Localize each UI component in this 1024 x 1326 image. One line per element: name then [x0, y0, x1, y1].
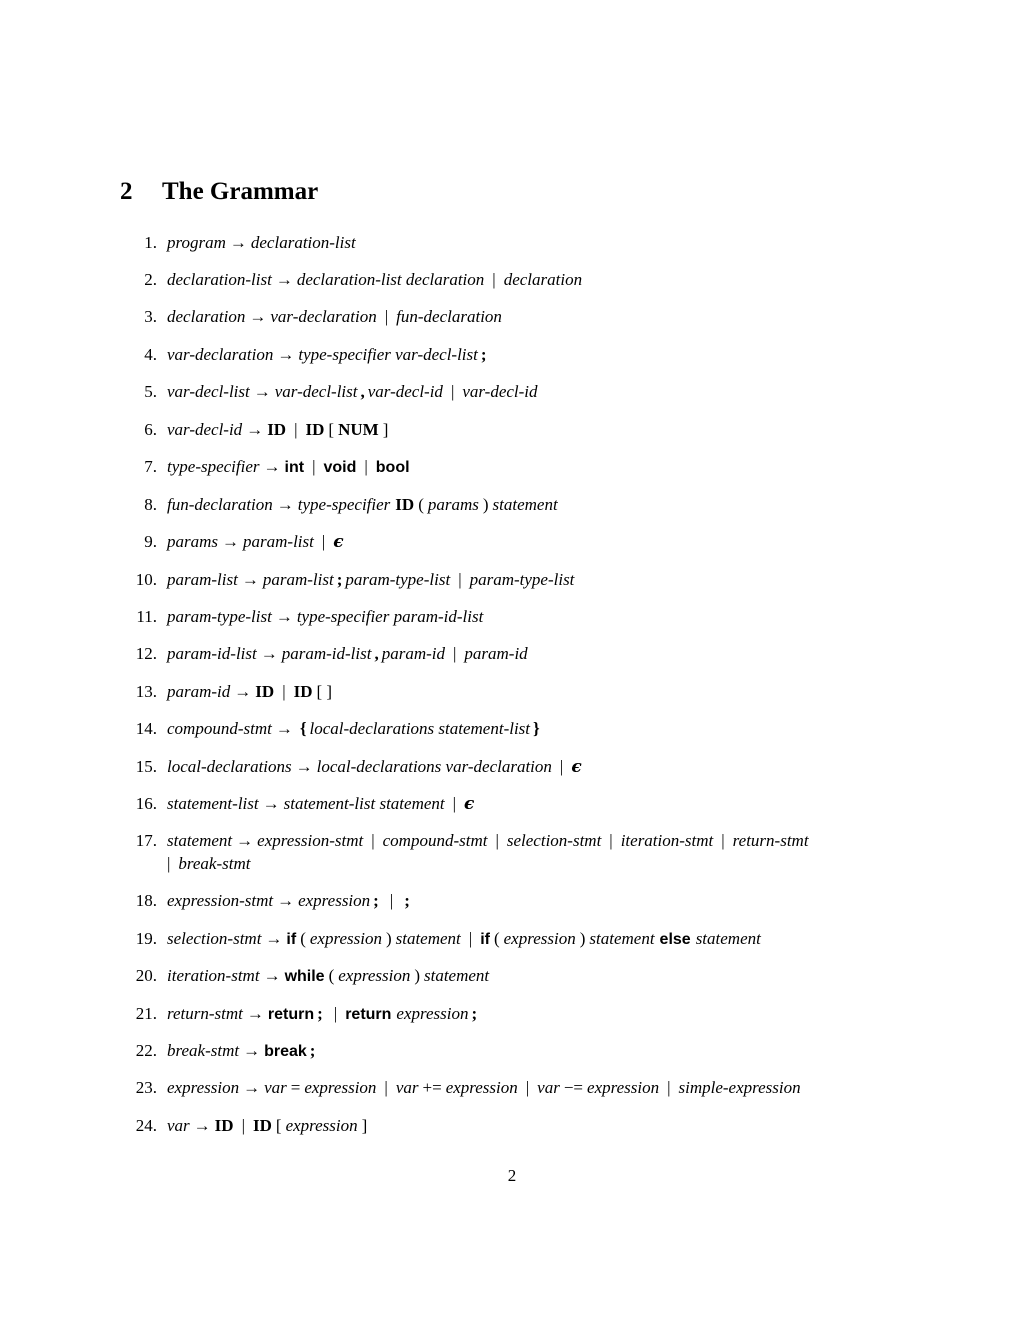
- rule-lhs: statement: [167, 831, 233, 850]
- alternative-bar: |: [371, 831, 375, 850]
- rule-production: [167, 493, 558, 516]
- terminal-punct: ;: [373, 891, 379, 910]
- nonterminal: selection-stmt: [506, 831, 602, 850]
- alternative-bar: |: [492, 270, 496, 289]
- arrow-symbol: →: [246, 420, 264, 439]
- arrow-symbol: →: [243, 1041, 261, 1060]
- terminal-punct: ]: [382, 420, 389, 439]
- alternative-bar: |: [721, 831, 725, 850]
- rule-production: [167, 305, 502, 328]
- terminal-punct: {: [299, 719, 307, 738]
- rule-lhs: compound-stmt: [167, 719, 272, 738]
- alternative-bar: |: [458, 570, 462, 589]
- rule-number: 21.: [135, 1004, 157, 1023]
- rule-number: 5.: [144, 382, 157, 401]
- rule-production: [167, 680, 336, 703]
- keyword-terminal: void: [323, 459, 357, 476]
- nonterminal: expression: [503, 929, 576, 948]
- rule-number: 20.: [135, 966, 157, 985]
- nonterminal: param-type-list: [469, 570, 575, 589]
- nonterminal: param-type-list: [345, 570, 451, 589]
- nonterminal: param-id-list: [281, 644, 372, 663]
- arrow-symbol: →: [229, 233, 247, 252]
- alternative-bar: |: [241, 1116, 245, 1135]
- nonterminal: statement: [695, 929, 761, 948]
- nonterminal: compound-stmt: [382, 831, 488, 850]
- rule-lhs: iteration-stmt: [167, 966, 260, 985]
- alternative-bar: |: [495, 831, 499, 850]
- rule-lhs: expression: [167, 1078, 240, 1097]
- nonterminal: declaration-list: [250, 233, 356, 252]
- terminal-punct: [: [328, 420, 335, 439]
- rule-number: 24.: [135, 1116, 157, 1135]
- rule-number: 10.: [135, 570, 157, 589]
- terminal-punct: ,: [374, 644, 379, 663]
- nonterminal: statement: [424, 966, 490, 985]
- rule-number: 6.: [144, 420, 157, 439]
- terminal-token: ID: [214, 1116, 234, 1135]
- nonterminal: statement: [589, 929, 655, 948]
- alternative-bar: |: [452, 794, 457, 813]
- rule-number: 2.: [144, 270, 157, 289]
- alternative-bar: |: [453, 644, 457, 663]
- rule-lhs: var-decl-list: [167, 382, 250, 401]
- terminal-punct: ;: [336, 570, 343, 589]
- terminal-punct: }: [533, 719, 540, 738]
- arrow-symbol: →: [265, 929, 283, 948]
- arrow-symbol: →: [193, 1116, 211, 1135]
- arrow-symbol: →: [263, 457, 281, 476]
- alternative-bar: |: [321, 532, 326, 551]
- arrow-symbol: →: [222, 532, 240, 551]
- rule-lhs: declaration: [167, 307, 246, 326]
- arrow-symbol: →: [276, 495, 294, 514]
- rule-number: 16.: [135, 794, 157, 813]
- operator: +=: [422, 1078, 442, 1097]
- nonterminal: statement: [492, 495, 558, 514]
- terminal-punct: ;: [317, 1004, 323, 1023]
- nonterminal: declaration: [503, 270, 583, 289]
- rule-lhs: param-id-list: [167, 644, 257, 663]
- nonterminal: declaration-list declaration: [296, 270, 485, 289]
- rule-production: [167, 964, 489, 988]
- rule-lhs: type-specifier: [167, 457, 260, 476]
- nonterminal: expression: [298, 891, 371, 910]
- nonterminal: expression: [309, 929, 382, 948]
- rule-production: [167, 1002, 480, 1026]
- section-title: The Grammar: [162, 178, 319, 205]
- alternative-bar: |: [389, 891, 394, 910]
- keyword-terminal: while: [284, 968, 325, 985]
- nonterminal: statement-list statement: [283, 794, 445, 813]
- alternative-bar: |: [525, 1078, 530, 1097]
- terminal-punct: ;: [309, 1041, 316, 1060]
- alternative-bar: |: [667, 1078, 671, 1097]
- nonterminal: expression: [285, 1116, 358, 1135]
- terminal-punct: ;: [480, 345, 487, 364]
- nonterminal: type-specifier var-decl-list: [298, 345, 478, 364]
- rule-production: [167, 642, 528, 665]
- rule-production: [167, 455, 410, 479]
- section-number: 2: [120, 178, 133, 205]
- nonterminal: param-list: [243, 532, 314, 551]
- terminal-punct: (: [493, 929, 500, 948]
- rule-production: [167, 380, 538, 403]
- nonterminal: params: [427, 495, 479, 514]
- nonterminal: expression: [304, 1078, 377, 1097]
- arrow-symbol: →: [275, 719, 293, 738]
- operator: =: [290, 1078, 301, 1097]
- rule-lhs: param-type-list: [167, 607, 272, 626]
- arrow-symbol: →: [262, 794, 280, 813]
- rule-production: [167, 927, 761, 951]
- terminal-token: ID: [305, 420, 325, 439]
- rule-number: 13.: [135, 682, 157, 701]
- keyword-terminal: bool: [375, 459, 410, 476]
- arrow-symbol: →: [277, 891, 295, 910]
- nonterminal: local-declarations var-declaration: [316, 757, 552, 776]
- nonterminal: fun-declaration: [396, 307, 502, 326]
- nonterminal: var: [395, 1078, 419, 1097]
- nonterminal: param-id: [381, 644, 445, 663]
- rule-production: [167, 792, 474, 816]
- alternative-bar: |: [384, 1078, 388, 1097]
- rule-lhs: fun-declaration: [167, 495, 273, 514]
- arrow-symbol: →: [275, 270, 293, 289]
- alternative-bar: |: [450, 382, 455, 401]
- terminal-punct: ;: [404, 891, 410, 910]
- rule-number: 8.: [144, 495, 157, 514]
- terminal-punct: (: [328, 966, 335, 985]
- arrow-symbol: →: [234, 682, 252, 701]
- alternative-bar: |: [559, 757, 564, 776]
- terminal-punct: ,: [360, 382, 365, 401]
- nonterminal: type-specifier: [297, 495, 391, 514]
- arrow-symbol: →: [295, 757, 313, 776]
- nonterminal: statement: [395, 929, 461, 948]
- terminal-punct: ): [579, 929, 586, 948]
- keyword-terminal: return: [267, 1006, 315, 1023]
- rule-lhs: return-stmt: [167, 1004, 243, 1023]
- terminal-punct: [ ]: [316, 682, 333, 701]
- arrow-symbol: →: [241, 570, 259, 589]
- rule-number: 1.: [144, 233, 157, 252]
- rule-lhs: break-stmt: [167, 1041, 240, 1060]
- terminal-punct: ): [414, 966, 420, 985]
- nonterminal: local-declarations statement-list: [309, 719, 531, 738]
- rule-production: [167, 1039, 318, 1063]
- nonterminal: expression: [587, 1078, 660, 1097]
- terminal-token: ID: [252, 1116, 272, 1135]
- arrow-symbol: →: [263, 966, 281, 985]
- rule-lhs: selection-stmt: [167, 929, 262, 948]
- rule-continuation: [167, 852, 250, 875]
- rule-lhs: param-id: [167, 682, 231, 701]
- nonterminal: expression: [396, 1004, 469, 1023]
- rule-number: 3.: [144, 307, 157, 326]
- rule-lhs: var-declaration: [167, 345, 274, 364]
- arrow-symbol: →: [253, 382, 271, 401]
- rule-number: 17.: [135, 831, 157, 850]
- rule-production: [167, 418, 392, 441]
- nonterminal: return-stmt: [732, 831, 809, 850]
- terminal-punct: ): [482, 495, 489, 514]
- terminal-punct: (: [418, 495, 424, 514]
- rule-number: 23.: [135, 1078, 157, 1097]
- rule-number: 9.: [144, 532, 157, 551]
- terminal-token: ID: [267, 420, 287, 439]
- rule-number: 12.: [135, 644, 157, 663]
- rule-number: 4.: [144, 345, 157, 364]
- nonterminal: type-specifier param-id-list: [296, 607, 484, 626]
- terminal-punct: ]: [361, 1116, 368, 1135]
- rule-number: 15.: [135, 757, 157, 776]
- arrow-symbol: →: [249, 307, 267, 326]
- nonterminal: iteration-stmt: [620, 831, 714, 850]
- arrow-symbol: →: [246, 1004, 264, 1023]
- nonterminal: expression-stmt: [257, 831, 364, 850]
- rule-lhs: declaration-list: [167, 270, 272, 289]
- rule-number: 14.: [135, 719, 157, 738]
- alternative-bar: |: [167, 854, 171, 873]
- arrow-symbol: →: [243, 1078, 261, 1097]
- page-number: 2: [507, 1166, 517, 1185]
- rule-number: 18.: [135, 891, 157, 910]
- rule-lhs: expression-stmt: [167, 891, 274, 910]
- rule-production: [167, 343, 490, 366]
- terminal-token: ID: [255, 682, 275, 701]
- rule-lhs: var-decl-id: [167, 420, 243, 439]
- rule-production: [167, 717, 543, 740]
- alternative-bar: |: [468, 929, 473, 948]
- rule-production: [167, 568, 574, 591]
- rule-lhs: statement-list: [167, 794, 259, 813]
- keyword-terminal: int: [284, 459, 305, 476]
- alternative-bar: |: [312, 457, 316, 476]
- operator: −=: [563, 1078, 584, 1097]
- rule-production: [167, 1114, 371, 1137]
- rule-production: [167, 231, 356, 254]
- nonterminal: param-id: [464, 644, 528, 663]
- terminal-punct: [: [275, 1116, 282, 1135]
- keyword-terminal: break: [264, 1043, 307, 1060]
- terminal-punct: ;: [471, 1004, 478, 1023]
- rule-production: [167, 1076, 801, 1099]
- nonterminal: var: [537, 1078, 560, 1097]
- rule-lhs: var: [167, 1116, 190, 1135]
- arrow-symbol: →: [277, 345, 295, 364]
- epsilon-symbol: ϵ: [571, 757, 582, 777]
- rule-lhs: program: [167, 233, 226, 252]
- nonterminal: var-decl-list: [274, 382, 358, 401]
- rule-production: [167, 889, 413, 912]
- rule-production: [167, 530, 344, 554]
- rule-production: [167, 755, 582, 779]
- keyword-terminal: return: [345, 1006, 392, 1023]
- rule-production: [167, 268, 582, 291]
- arrow-symbol: →: [260, 644, 278, 663]
- rule-number: 19.: [135, 929, 157, 948]
- alternative-bar: |: [384, 307, 389, 326]
- epsilon-symbol: ϵ: [333, 532, 344, 552]
- alternative-bar: |: [364, 457, 368, 476]
- rule-number: 11.: [136, 607, 157, 626]
- epsilon-symbol: ϵ: [464, 794, 475, 814]
- alternative-bar: |: [609, 831, 613, 850]
- nonterminal: var-declaration: [270, 307, 377, 326]
- rule-lhs: params: [167, 532, 219, 551]
- rule-lhs: param-list: [167, 570, 238, 589]
- nonterminal: var-decl-id: [367, 382, 443, 401]
- alternative-bar: |: [294, 420, 298, 439]
- arrow-symbol: →: [236, 831, 254, 850]
- rule-lhs: local-declarations: [167, 757, 292, 776]
- nonterminal: simple-expression: [678, 1078, 801, 1097]
- arrow-symbol: →: [275, 607, 293, 626]
- terminal-token: ID: [293, 682, 313, 701]
- terminal-token: NUM: [338, 420, 379, 439]
- rule-production: [167, 829, 809, 852]
- terminal-punct: ): [385, 929, 392, 948]
- nonterminal: var-decl-id: [462, 382, 538, 401]
- keyword-terminal: if: [286, 931, 297, 948]
- alternative-bar: |: [282, 682, 286, 701]
- nonterminal: expression: [338, 966, 411, 985]
- rule-production: [167, 605, 483, 628]
- terminal-punct: (: [300, 929, 306, 948]
- keyword-terminal: if: [480, 931, 490, 948]
- terminal-token: ID: [395, 495, 415, 514]
- rule-number: 7.: [144, 457, 157, 476]
- alternative-bar: |: [333, 1004, 338, 1023]
- nonterminal: param-list: [262, 570, 334, 589]
- keyword-terminal: else: [659, 931, 691, 948]
- nonterminal: var: [264, 1078, 287, 1097]
- nonterminal: expression: [445, 1078, 518, 1097]
- rule-number: 22.: [135, 1041, 157, 1060]
- nonterminal: break-stmt: [178, 854, 251, 873]
